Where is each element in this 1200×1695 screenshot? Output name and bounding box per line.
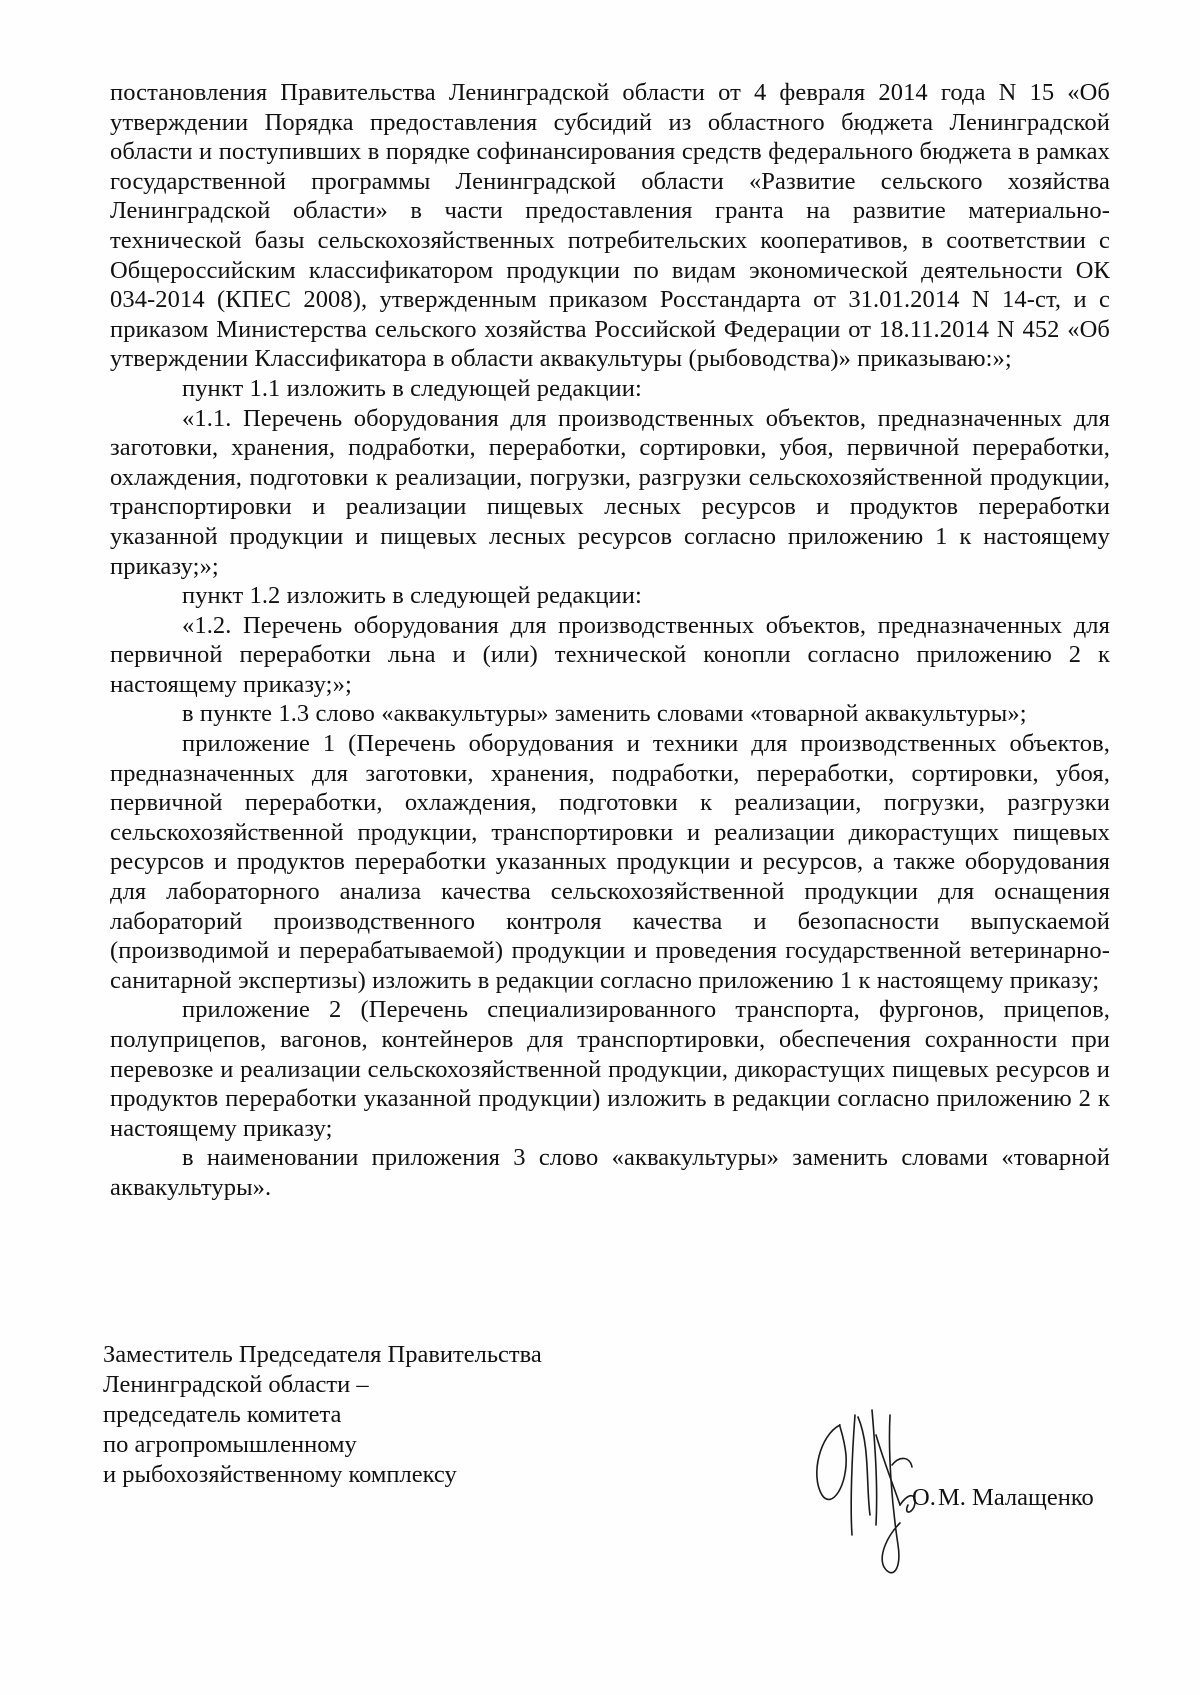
- signer-name: М. Малащенко: [938, 1484, 1094, 1511]
- signatory-title-line: Ленинградской области –: [103, 1371, 369, 1398]
- signatory-title-line: председатель комитета: [103, 1401, 342, 1428]
- signatory-title-line: и рыбохозяйственному комплексу: [103, 1461, 457, 1488]
- signer-initial: О.: [912, 1484, 936, 1511]
- paragraph-item-1-2-heading: пункт 1.2 изложить в следующей редакции:: [182, 582, 642, 610]
- document-body: [110, 78, 1110, 1203]
- paragraph-appendix-2: приложение 2 (Перечень специализированного транспорта, фургонов, прицепов, полуприцепов, вагонов, контейнеров для транспортировки, обеспечения сохранности при перевозке и реализации сельскохозяйственной продукции, дикорастущих пищевых ресурсов и продуктов переработки указанной продукции) изложить в редакции согласно приложению 2 к настоящему приказу;: [110, 996, 1110, 1142]
- signatory-title: [103, 1340, 542, 1490]
- signatory-title-line: Заместитель Председателя Правительства: [103, 1341, 542, 1368]
- paragraph-item-1-3: в пункте 1.3 слово «аквакультуры» заменить словами «товарной аквакультуры»;: [182, 700, 1027, 728]
- paragraph-item-1-1-text: «1.1. Перечень оборудования для производственных объектов, предназначенных для заготовки, хранения, подработки, переработки, сортировки, убоя, первичной переработки, охлаждения, подготовки к реализации, погрузки, разгрузки сельскохозяйственной продукции, транспортировки и реализации пищевых лесных ресурсов и продуктов переработки указанной продукции и пищевых лесных ресурсов согласно приложению 1 к настоящему приказу;»;: [110, 404, 1110, 580]
- paragraph-item-1-2-text: «1.2. Перечень оборудования для производственных объектов, предназначенных для первичной переработки льна и (или) технической конопли согласно приложению 2 к настоящему приказу;»;: [110, 611, 1110, 698]
- paragraph-appendix-1: приложение 1 (Перечень оборудования и техники для производственных объектов, предназначенных для заготовки, хранения, подработки, переработки, сортировки, убоя, первичной переработки, охлаждения, подготовки к реализации, погрузки, разгрузки сельскохозяйственной продукции, транспортировки и реализации дикорастущих пищевых ресурсов и продуктов переработки указанных продукции и ресурсов, а также оборудования для лабораторного анализа качества сельскохозяйственной продукции для оснащения лабораторий производственного контроля качества и безопасности выпускаемой (производимой и перерабатываемой) продукции и проведения государственной ветеринарно-санитарной экспертизы) изложить в редакции согласно приложению 1 к настоящему приказу;: [110, 730, 1110, 994]
- signatory-title-line: по агропромышленному: [103, 1431, 357, 1458]
- paragraph-preamble: постановления Правительства Ленинградской области от 4 февраля 2014 года N 15 «Об утверждении Порядка предоставления субсидий из областного бюджета Ленинградской области и поступивших в порядке софинансирования средств федерального бюджета в рамках государственной программы Ленинградской области «Развитие сельского хозяйства Ленинградской области» в части предоставления гранта на развитие материально-технической базы сельскохозяйственных потребительских кооперативов, в соответствии с Общероссийским классификатором продукции по видам экономической деятельности ОК 034-2014 (КПЕС 2008), утвержденным приказом Росстандарта от 31.01.2014 N 14-ст, и с приказом Министерства сельского хозяйства Российской Федерации от 18.11.2014 N 452 «Об утверждении Классификатора в области аквакультуры (рыбоводства)» приказываю:»;: [110, 79, 1110, 373]
- paragraph-appendix-3: в наименовании приложения 3 слово «аквакультуры» заменить словами «товарной аквакультуры».: [110, 1144, 1110, 1201]
- paragraph-item-1-1-heading: пункт 1.1 изложить в следующей редакции:: [182, 374, 642, 402]
